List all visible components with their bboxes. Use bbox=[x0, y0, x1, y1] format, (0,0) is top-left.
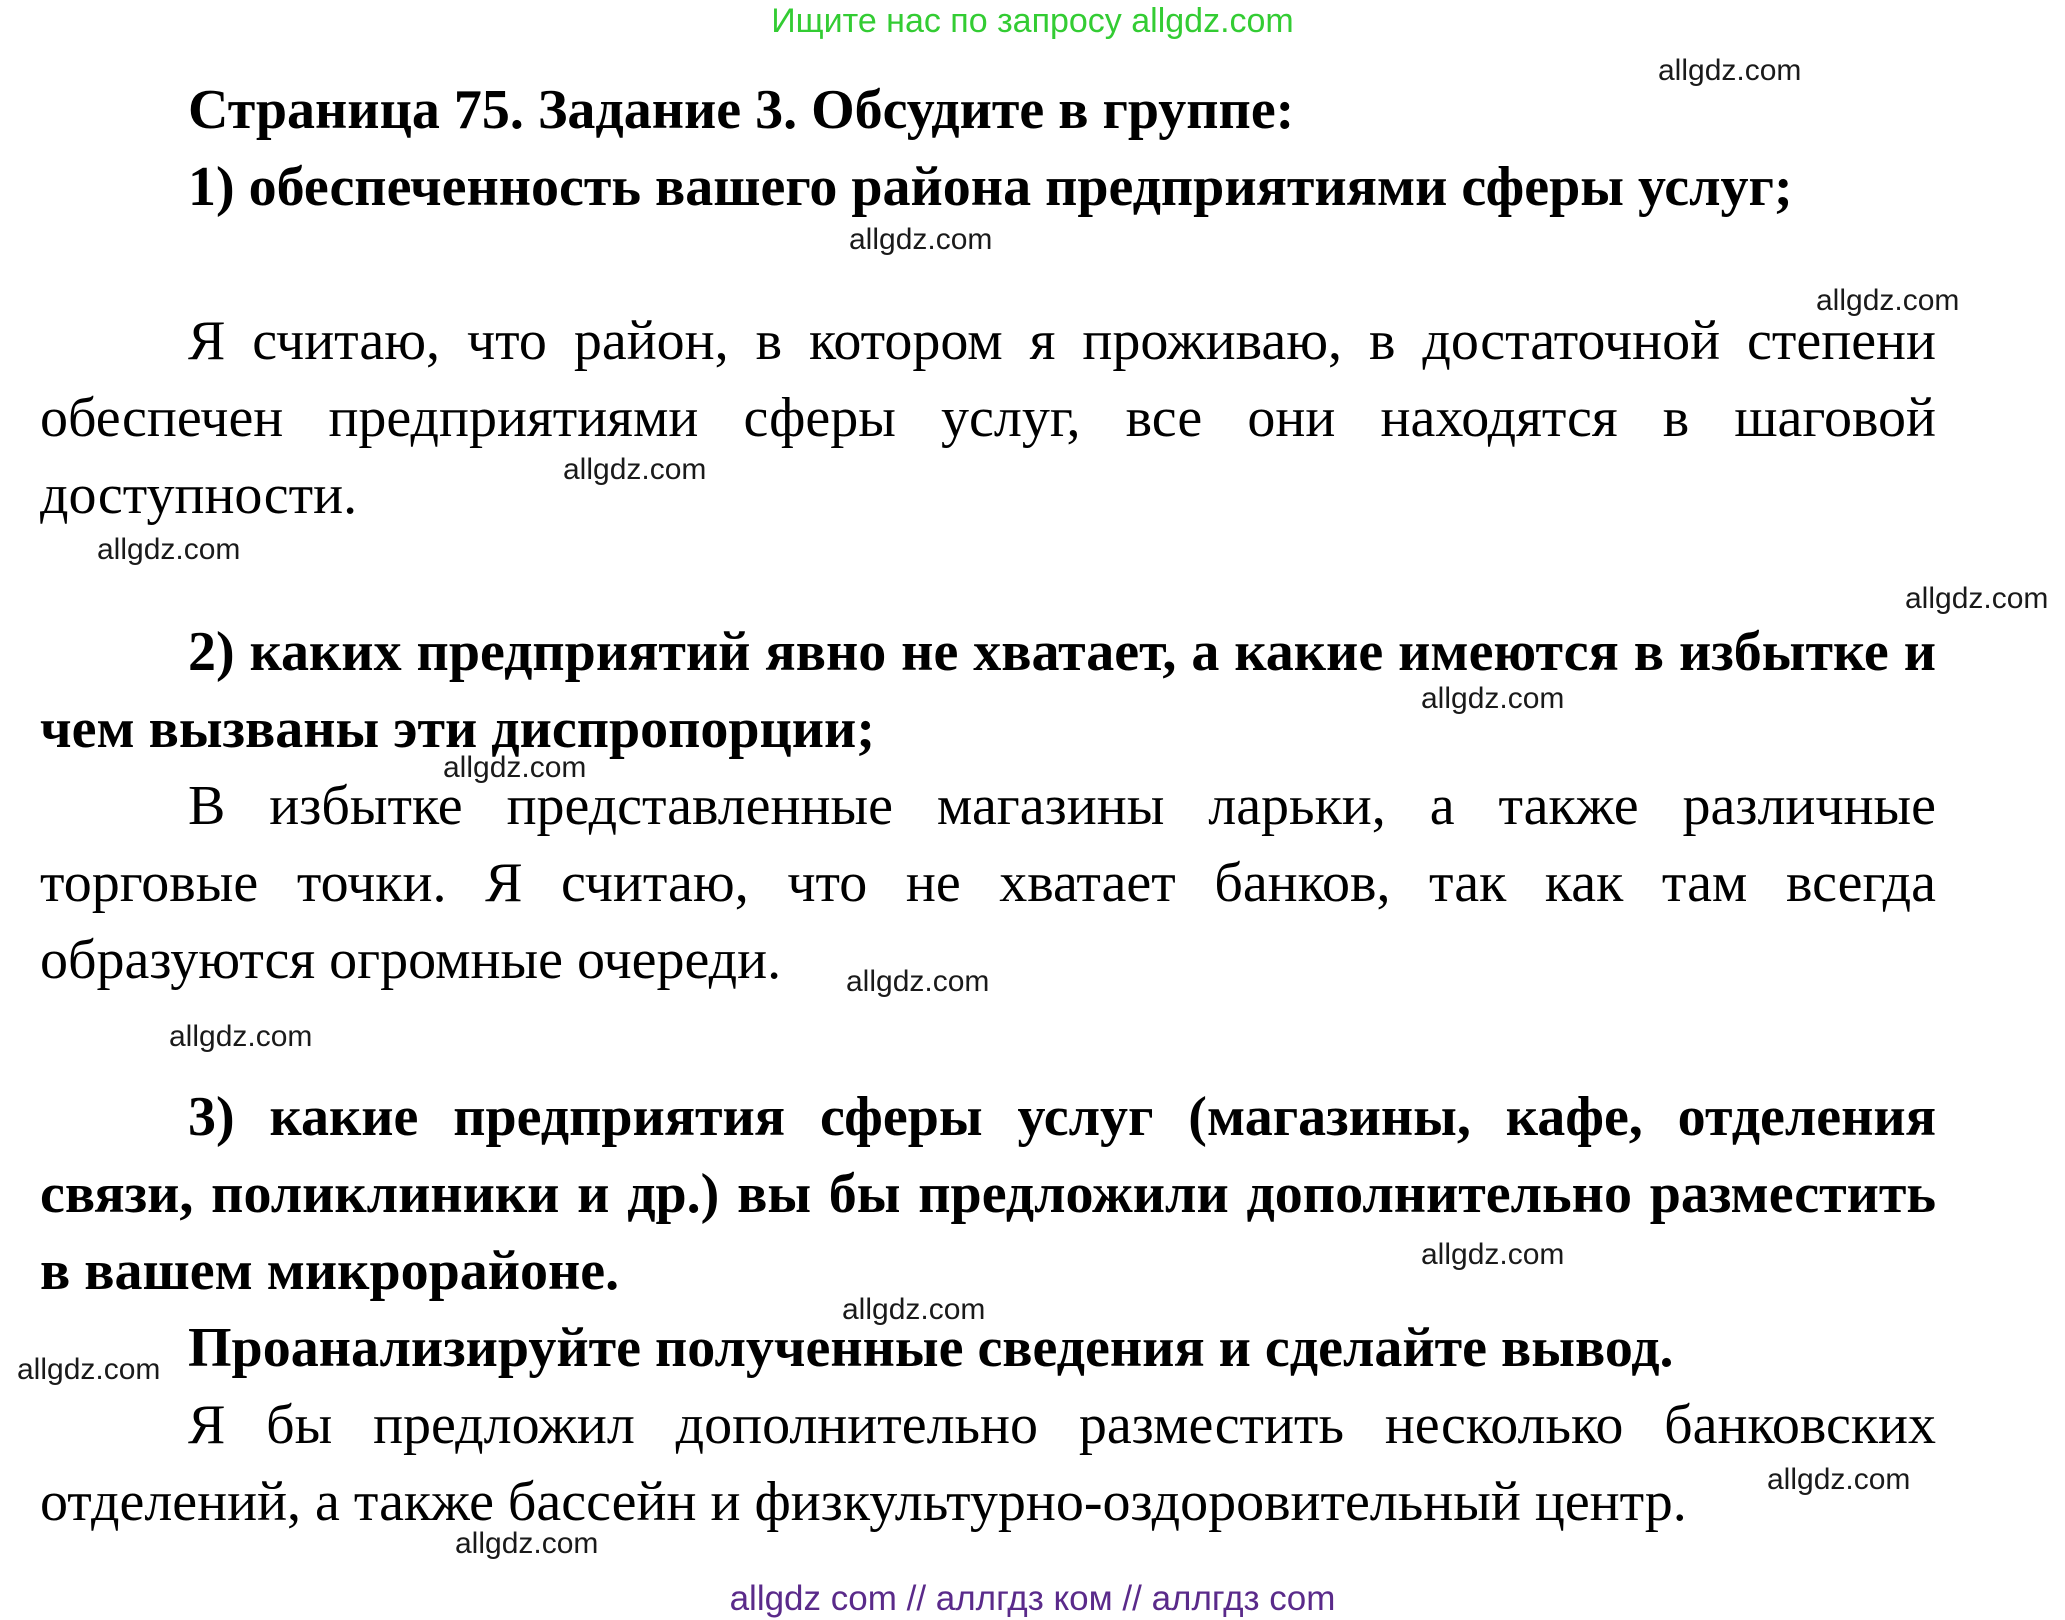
answer-1: Я считаю, что район, в котором я проживаю, в достаточной степени обеспечен предприятиями сферы услуг, все они находятся в шаговой доступности. bbox=[40, 310, 1936, 526]
question-2: 2) каких предприятий явно не хватает, а какие имеются в избытке и чем вызваны эти диспропорции; bbox=[40, 621, 1936, 760]
watermark: allgdz.com bbox=[97, 533, 241, 566]
instruction: Проанализируйте полученные сведения и сделайте вывод. bbox=[188, 1317, 1674, 1379]
watermark: allgdz.com bbox=[849, 223, 993, 256]
question-1: 1) обеспеченность вашего района предприятиями сферы услуг; bbox=[188, 156, 1793, 218]
watermark: allgdz.com bbox=[1421, 682, 1565, 715]
task-title: Страница 75. Задание 3. Обсудите в группе: bbox=[188, 79, 1295, 141]
watermark: allgdz.com bbox=[1905, 582, 2049, 615]
watermark: allgdz.com bbox=[455, 1527, 599, 1560]
watermark: allgdz.com bbox=[443, 751, 587, 784]
watermark: allgdz.com bbox=[563, 453, 707, 486]
question-3: 3) какие предприятия сферы услуг (магазины, кафе, отделения связи, поликлиники и др.) вы бы предложили дополнительно разместить в вашем микрорайоне. bbox=[40, 1086, 1936, 1302]
watermark: allgdz.com bbox=[846, 965, 990, 998]
conclusion: Я бы предложил дополнительно разместить несколько банковских отделений, а также бассейн и физкультурно-оздоровительный центр. bbox=[40, 1394, 1936, 1533]
watermark: allgdz.com bbox=[1421, 1238, 1565, 1271]
answer-2: В избытке представленные магазины ларьки, а также различные торговые точки. Я считаю, что не хватает банков, так как там всегда образуются огромные очереди. bbox=[40, 775, 1936, 991]
watermark: allgdz.com bbox=[1816, 284, 1960, 317]
watermark: allgdz.com bbox=[17, 1353, 161, 1386]
watermark: allgdz.com bbox=[842, 1293, 986, 1326]
footer-links[interactable]: allgdz com // аллгдз ком // аллгдз com bbox=[729, 1579, 1336, 1618]
watermark: allgdz.com bbox=[169, 1020, 313, 1053]
watermark: allgdz.com bbox=[1767, 1463, 1911, 1496]
search-banner[interactable]: Ищите нас по запросу allgdz.com bbox=[771, 2, 1294, 40]
watermark: allgdz.com bbox=[1658, 54, 1802, 87]
